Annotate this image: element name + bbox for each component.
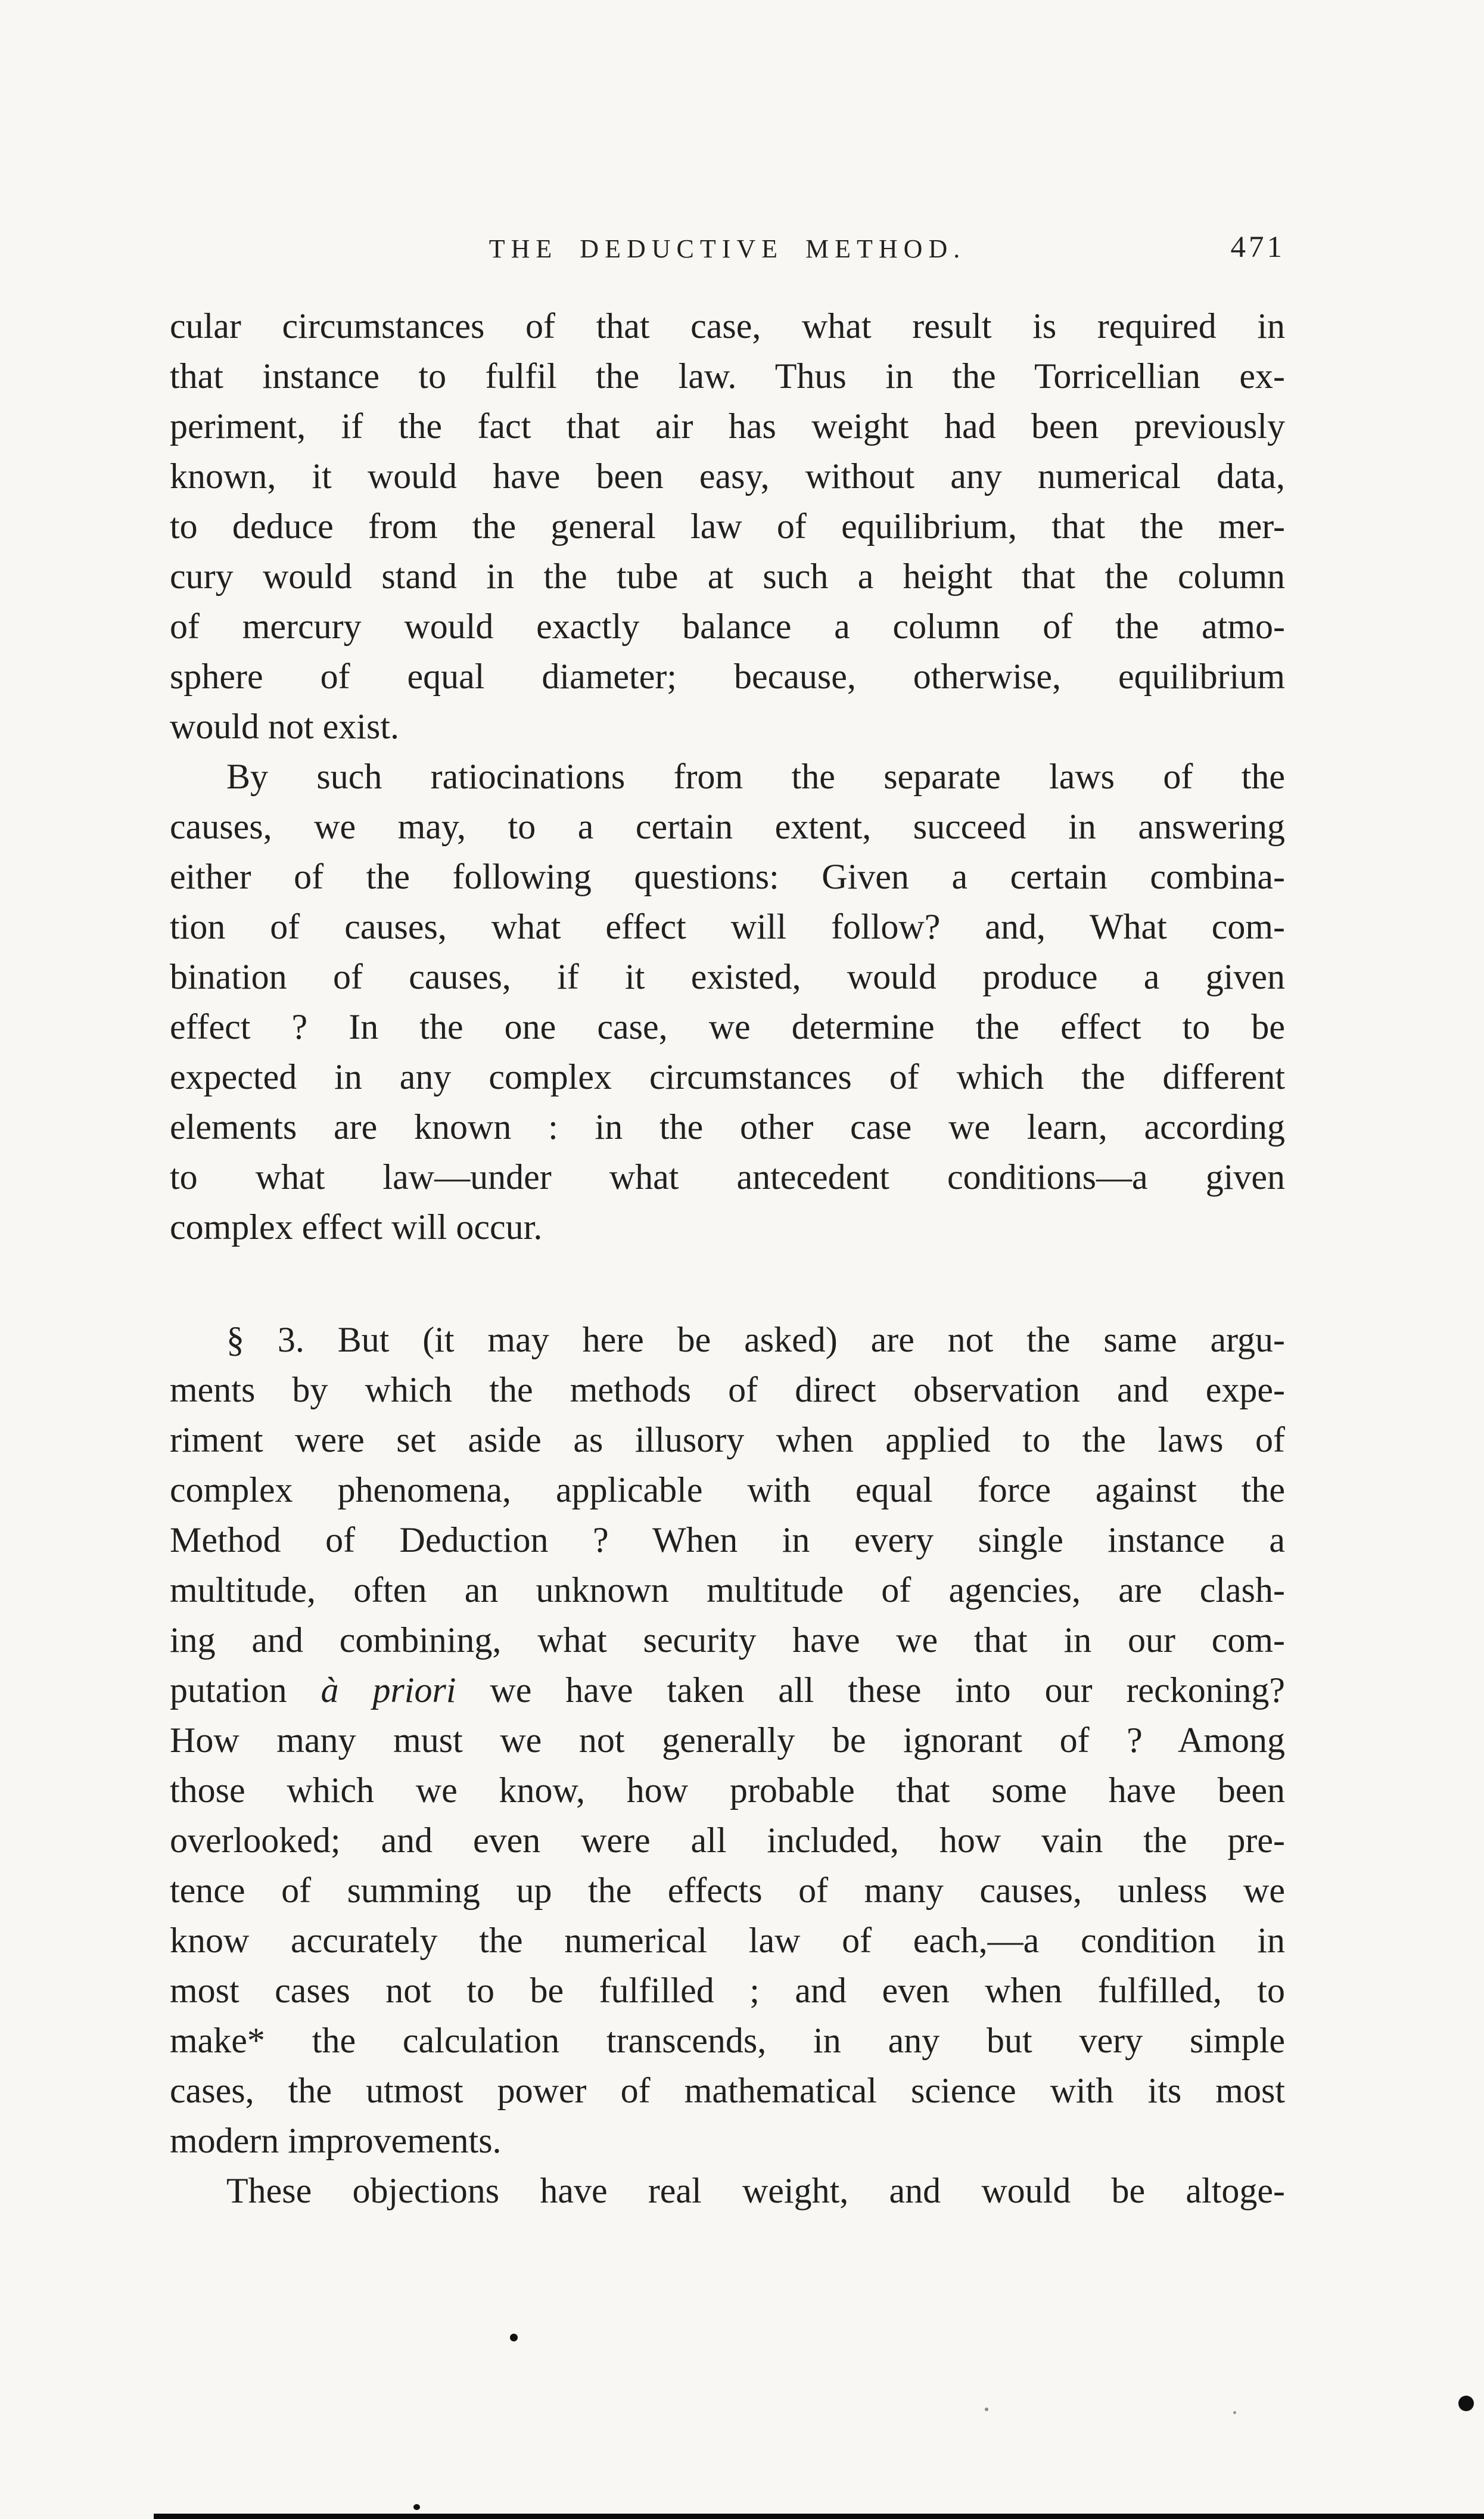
scan-edge-shadow [154,2514,1484,2519]
italic-phrase-a-priori: à priori [321,1670,456,1710]
text-line: would not exist. [170,707,399,746]
text-line: of mercury would exactly balance a column of the atmo- [170,607,1285,646]
text-line: causes, we may, to a certain extent, succeed in answering [170,807,1285,846]
text-line: periment, if the fact that air has weight had been previously [170,406,1285,446]
text-line: How many must we not generally be ignorant of ? Among [170,1720,1285,1760]
text-line: By such ratiocinations from the separate laws of the [226,757,1285,796]
faint-speck-artifact [985,2408,988,2411]
text-line: complex phenomena, applicable with equal force against the [170,1470,1285,1509]
text-line: These objections have real weight, and would be altoge- [226,2171,1285,2210]
text-line: effect ? In the one case, we determine the effect to be [170,1007,1285,1046]
paragraph-1 [170,301,1285,751]
paragraph-4 [170,2166,1285,2216]
paragraph-2 [170,751,1285,1252]
text-block [170,301,1285,2216]
text-line: overlooked; and even were all included, how vain the pre- [170,1821,1285,1860]
text-line: Method of Deduction ? When in every single instance a [170,1520,1285,1560]
text-line: that instance to fulfil the law. Thus in the Torricellian ex- [170,356,1285,396]
text-line: make* the calculation transcends, in any but very simple [170,2021,1285,2060]
text-line: riment were set aside as illusory when applied to the laws of [170,1420,1285,1459]
faint-speck-artifact [1233,2411,1236,2414]
text-line: ments by which the methods of direct observation and expe- [170,1370,1285,1409]
text-line: tion of causes, what effect will follow? and, What com- [170,907,1285,946]
text-line: cury would stand in the tube at such a height that the column [170,557,1285,596]
text-line: ing and combining, what security have we that in our com- [170,1620,1285,1660]
text-line: modern improvements. [170,2121,502,2160]
text-line: to deduce from the general law of equilibrium, that the mer- [170,507,1285,546]
text-line: cases, the utmost power of mathematical science with its most [170,2071,1285,2110]
text-line: those which we know, how probable that some have been [170,1771,1285,1810]
text-line: to what law—under what antecedent conditions—a given [170,1157,1285,1197]
text-line: expected in any complex circumstances of which the different [170,1057,1285,1097]
page-title: THE DEDUCTIVE METHOD. [489,234,966,263]
ink-blob-right-edge-artifact [1458,2396,1474,2411]
text-line-section-mark: § 3. But (it may here be asked) are not the same argu- [226,1320,1285,1359]
text-line: know accurately the numerical law of each,—a condition in [170,1921,1285,1960]
page-number: 471 [1230,231,1285,264]
text-line: sphere of equal diameter; because, otherwise, equilibrium [170,657,1285,696]
ink-dot-artifact [510,2334,518,2341]
paragraph-3-section-3 [170,1315,1285,2166]
text-segment: we have taken all these into our reckoning? [456,1670,1285,1710]
text-line: multitude, often an unknown multitude of agencies, are clash- [170,1570,1285,1610]
text-line: known, it would have been easy, without any numerical data, [170,456,1285,496]
text-line: tence of summing up the effects of many causes, unless we [170,1871,1285,1910]
text-line-with-italic [170,1665,1285,1715]
running-head [170,231,1285,275]
text-segment: putation [170,1670,321,1710]
text-line: bination of causes, if it existed, would produce a given [170,957,1285,996]
text-line: either of the following questions: Given a certain combina- [170,857,1285,896]
ink-speck-bottom-artifact [413,2504,420,2510]
text-line: most cases not to be fulfilled ; and even when fulfilled, to [170,1971,1285,2010]
text-line: cular circumstances of that case, what result is required in [170,306,1285,346]
text-line: elements are known : in the other case we learn, according [170,1107,1285,1147]
text-line: complex effect will occur. [170,1207,543,1247]
